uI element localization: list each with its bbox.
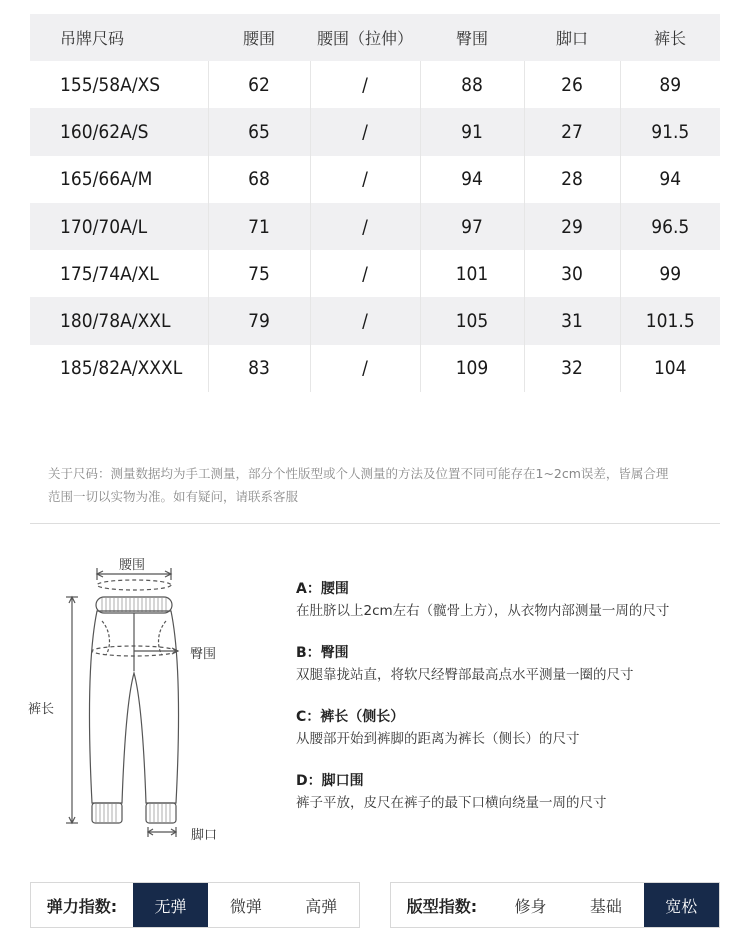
cell-hip: 101: [420, 250, 524, 297]
cell-hem: 27: [524, 108, 620, 155]
measure-title: C：裤长（侧长）: [296, 709, 405, 725]
cell-waist: 68: [208, 156, 310, 203]
fit-option-slim: 修身: [514, 896, 547, 916]
table-row: [30, 250, 720, 297]
header-waist-stretch: 腰围（拉伸）: [310, 14, 420, 61]
fit-rating: [390, 882, 720, 928]
size-table: [30, 14, 720, 392]
table-row: [30, 297, 720, 344]
cell-waist-stretch: /: [310, 203, 420, 250]
cell-hem: 32: [524, 345, 620, 392]
header-hip: 臀围: [420, 14, 524, 61]
cell-waist: 71: [208, 203, 310, 250]
table-row: [30, 156, 720, 203]
cell-length: 94: [659, 168, 682, 191]
cell-waist-stretch: /: [310, 297, 420, 344]
table-header-row: [30, 14, 720, 61]
cell-hip: 97: [420, 203, 524, 250]
measure-length: [296, 706, 736, 750]
cell-length: 91.5: [620, 108, 720, 155]
cell-size: 175/74A/XL: [30, 250, 208, 297]
fit-label: 版型指数:: [406, 896, 478, 916]
cell-size: 155/58A/XS: [30, 61, 208, 108]
cell-hem: 31: [524, 297, 620, 344]
cell-hip: 94: [420, 156, 524, 203]
cell-hip: 91: [420, 108, 524, 155]
size-note-line1: 关于尺码：测量数据均为手工测量，部分个性版型或个人测量的方法及位置不同可能存在1~2cm误差，皆属合理: [48, 466, 669, 481]
cell-size: 165/66A/M: [30, 156, 208, 203]
cell-size: 160/62A/S: [30, 108, 208, 155]
cell-waist-stretch: /: [310, 108, 420, 155]
table-row: [30, 345, 720, 392]
measure-hem: [296, 770, 736, 814]
cell-hem: 29: [524, 203, 620, 250]
cell-size: 185/82A/XXXL: [30, 345, 208, 392]
fit-option-loose: 宽松: [644, 883, 719, 927]
size-note-line2: 范围一切以实物为准。如有疑问，请联系客服: [48, 489, 299, 504]
measurement-guide: [296, 578, 736, 834]
header-length: 裤长: [620, 14, 720, 61]
cell-waist: 79: [208, 297, 310, 344]
cell-hip: 88: [420, 61, 524, 108]
measure-title: A：腰围: [296, 581, 349, 597]
cell-length: 96.5: [620, 203, 720, 250]
measure-title: B：臀围: [296, 645, 349, 661]
measure-desc: 从腰部开始到裤脚的距离为裤长（侧长）的尺寸: [296, 731, 580, 747]
cell-waist-stretch: /: [310, 250, 420, 297]
measure-hip: [296, 642, 736, 686]
cell-waist-stretch: /: [310, 61, 420, 108]
measure-title: D：脚口围: [296, 773, 364, 789]
diagram-length-label: 裤长: [28, 702, 55, 717]
cell-waist: 75: [208, 250, 310, 297]
cell-hip: 105: [420, 297, 524, 344]
table-row: [30, 203, 720, 250]
cell-waist: 62: [208, 61, 310, 108]
cell-size: 170/70A/L: [30, 203, 208, 250]
measure-desc: 裤子平放，皮尺在裤子的最下口横向绕量一周的尺寸: [296, 795, 607, 811]
cell-hem: 30: [524, 250, 620, 297]
cell-length: 104: [653, 357, 687, 380]
measure-desc: 双腿靠拢站直，将软尺经臀部最高点水平测量一圈的尺寸: [296, 667, 634, 683]
size-note: [48, 462, 728, 508]
table-row: [30, 61, 720, 108]
elasticity-option-high: 高弹: [305, 896, 338, 916]
cell-waist-stretch: /: [310, 156, 420, 203]
cell-waist-stretch: /: [310, 345, 420, 392]
header-waist: 腰围: [208, 14, 310, 61]
cell-hem: 26: [524, 61, 620, 108]
pants-illustration: [20, 545, 270, 845]
table-row: [30, 108, 720, 155]
cell-hip: 109: [420, 345, 524, 392]
measure-desc: 在肚脐以上2cm左右（髋骨上方），从衣物内部测量一周的尺寸: [296, 603, 670, 619]
header-hem: 脚口: [524, 14, 620, 61]
cell-waist: 65: [208, 108, 310, 155]
cell-waist: 83: [208, 345, 310, 392]
cell-length: 99: [659, 262, 682, 285]
elasticity-label: 弹力指数:: [46, 896, 118, 916]
cell-length: 101.5: [620, 297, 720, 344]
measure-waist: [296, 578, 736, 622]
diagram-hip-label: 臀围: [190, 647, 217, 662]
header-size: 吊牌尺码: [30, 14, 208, 61]
elasticity-option-slight: 微弹: [229, 896, 262, 916]
elasticity-option-none: 无弹: [133, 883, 208, 927]
cell-size: 180/78A/XXL: [30, 297, 208, 344]
cell-hem: 28: [524, 156, 620, 203]
section-divider: [30, 523, 720, 524]
fit-option-regular: 基础: [589, 896, 622, 916]
pants-diagram: [20, 545, 270, 845]
diagram-waist-label: 腰围: [119, 558, 146, 573]
diagram-hem-label: 脚口: [191, 828, 218, 843]
cell-length: 89: [659, 73, 682, 96]
elasticity-rating: [30, 882, 360, 928]
